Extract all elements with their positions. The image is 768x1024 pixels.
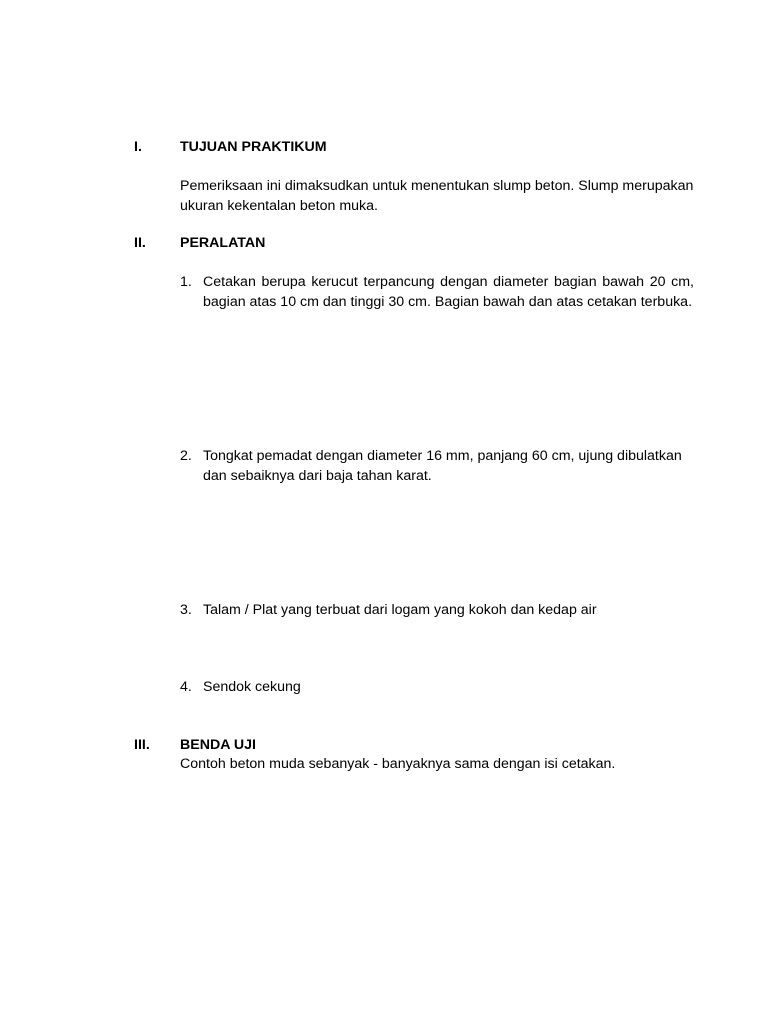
list-item-3-number: 3.	[180, 602, 192, 618]
list-item-2-text: Tongkat pemadat dengan diameter 16 mm, panjang 60 cm, ujung dibulatkan dan sebaiknya dari baja tahan karat.	[203, 448, 682, 484]
list-item-4-text: Sendok cekung	[203, 679, 301, 695]
section-3-title: BENDA UJI	[180, 737, 256, 753]
list-item-1-text: Cetakan berupa kerucut terpancung dengan diameter bagian bawah 20 cm, bagian atas 10 cm dan tinggi 30 cm. Bagian bawah dan atas cetakan terbuka.	[203, 274, 694, 310]
list-item-3-text: Talam / Plat yang terbuat dari logam yang kokoh dan kedap air	[203, 602, 597, 618]
section-2-numeral: II.	[134, 235, 146, 251]
section-1-numeral: I.	[134, 139, 142, 155]
section-1-paragraph: Pemeriksaan ini dimaksudkan untuk menentukan slump beton. Slump merupakan ukuran kekentalan beton muka.	[180, 178, 694, 214]
list-item-1-number: 1.	[180, 274, 192, 290]
section-2-title: PERALATAN	[180, 235, 266, 251]
section-3-paragraph: Contoh beton muda sebanyak - banyaknya sama dengan isi cetakan.	[180, 756, 616, 772]
list-item-2-number: 2.	[180, 448, 192, 464]
section-1-title: TUJUAN PRAKTIKUM	[180, 139, 327, 155]
section-3-numeral: III.	[134, 737, 150, 753]
list-item-4-number: 4.	[180, 679, 192, 695]
